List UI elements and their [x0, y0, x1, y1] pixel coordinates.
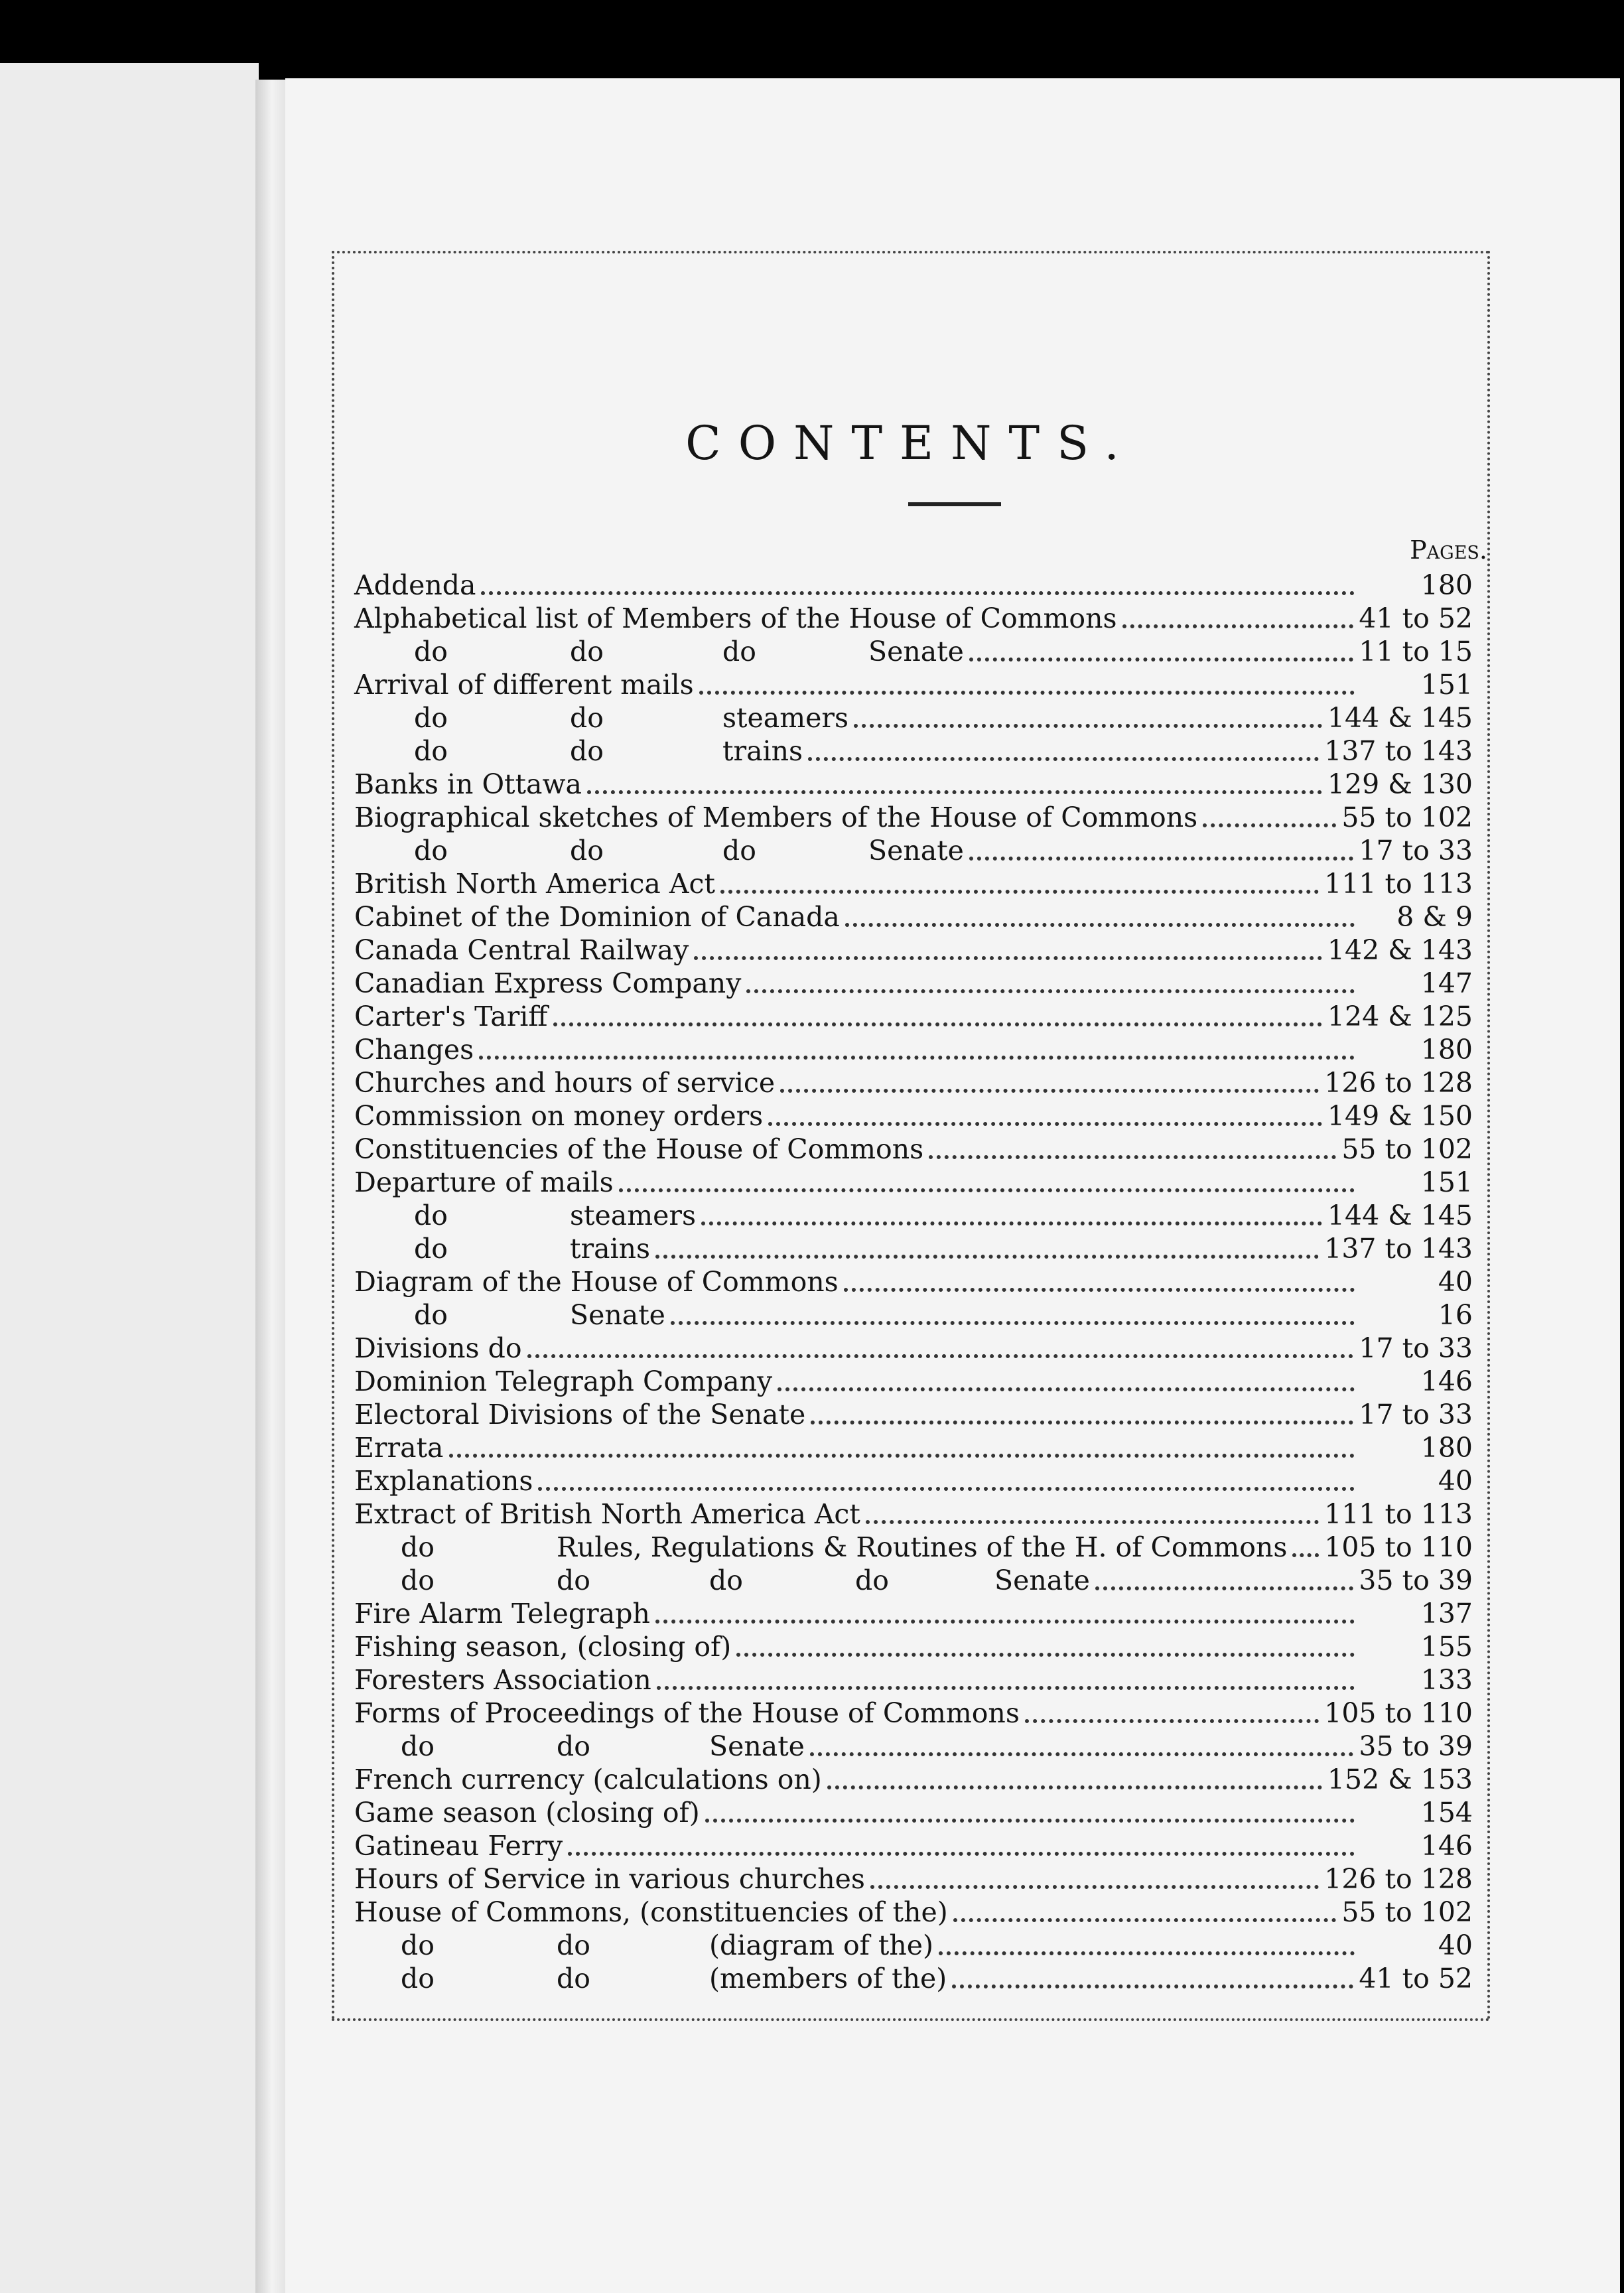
toc-entry [334, 934, 1487, 967]
dot-leader [953, 1918, 1337, 1922]
toc-entry-pages: 55 to 102 [1341, 1133, 1473, 1165]
dot-leader [705, 1819, 1355, 1823]
toc-entry [334, 1099, 1487, 1133]
ornamental-border-frame [332, 251, 1490, 2021]
dot-leader [568, 1852, 1355, 1856]
toc-entry [334, 602, 1487, 635]
toc-entry-title: Electoral Divisions of the Senate [354, 1399, 806, 1430]
dot-leader [671, 1321, 1355, 1325]
toc-entry [334, 834, 1487, 867]
dot-leader [655, 1620, 1355, 1624]
toc-entry-pages: 126 to 128 [1324, 1067, 1473, 1099]
toc-entry-pages: 147 [1420, 967, 1473, 999]
toc-entry [334, 1199, 1487, 1232]
toc-entry [334, 1796, 1487, 1829]
toc-entry-pages: 180 [1420, 1034, 1473, 1066]
dot-leader [969, 857, 1353, 861]
toc-entry [334, 768, 1487, 801]
dot-leader [538, 1487, 1355, 1491]
dot-leader [866, 1520, 1319, 1524]
toc-entry-pages: 16 [1438, 1299, 1473, 1331]
toc-entry-pages: 137 to 143 [1324, 1233, 1473, 1265]
contents-list [334, 569, 1487, 1995]
toc-entry-pages: 146 [1420, 1830, 1473, 1862]
toc-entry-pages: 144 & 145 [1327, 702, 1473, 734]
dot-leader [1122, 624, 1354, 628]
toc-entry-pages: 144 & 145 [1327, 1200, 1473, 1231]
toc-entry-title: Changes [354, 1034, 474, 1066]
dot-leader [481, 591, 1355, 595]
dot-leader [736, 1653, 1355, 1657]
contents-page [285, 78, 1620, 2293]
dot-leader [479, 1056, 1355, 1060]
toc-entry-title: Churches and hours of service [354, 1067, 776, 1099]
toc-entry-title: House of Commons, (constituencies of the) [354, 1896, 948, 1928]
toc-entry-title: Game season (closing of) [354, 1797, 700, 1829]
dot-leader [720, 890, 1319, 894]
left-page-edge [0, 63, 259, 2293]
toc-entry [334, 867, 1487, 900]
toc-entry-pages: 180 [1420, 569, 1473, 601]
toc-entry [334, 1630, 1487, 1663]
dot-leader [587, 790, 1322, 794]
toc-entry-pages: 8 & 9 [1396, 901, 1473, 933]
toc-entry [334, 1033, 1487, 1066]
toc-entry-pages: 151 [1420, 1166, 1473, 1198]
toc-entry-pages: 124 & 125 [1327, 1001, 1473, 1032]
toc-entry-title: Commission on money orders [354, 1100, 764, 1132]
toc-entry [334, 1066, 1487, 1099]
toc-entry-title: Departure of mails [354, 1166, 614, 1198]
toc-entry-title: do steamers [414, 1200, 697, 1231]
toc-entry [334, 1929, 1487, 1962]
toc-entry-title: Constituencies of the House of Commons [354, 1133, 924, 1165]
dot-leader [449, 1454, 1355, 1458]
toc-entry [334, 1663, 1487, 1697]
dot-leader [527, 1354, 1354, 1358]
dot-leader [1292, 1553, 1319, 1557]
toc-entry-title: Carter's Tariff [354, 1001, 548, 1032]
toc-entry-pages: 41 to 52 [1359, 1963, 1473, 1994]
toc-entry-title: Extract of British North America Act [354, 1498, 860, 1530]
dot-leader [701, 1221, 1322, 1225]
dot-leader [619, 1188, 1355, 1192]
toc-entry-title: Arrival of different mails [354, 669, 694, 701]
toc-entry-pages: 180 [1420, 1432, 1473, 1464]
toc-entry-pages: 133 [1420, 1664, 1473, 1696]
toc-entry-title: do Senate [414, 1299, 665, 1331]
toc-entry-pages: 129 & 130 [1327, 768, 1473, 800]
toc-entry-pages: 146 [1420, 1365, 1473, 1397]
toc-entry-title: Alphabetical list of Members of the House of Commons [354, 602, 1117, 634]
toc-entry-title: Biographical sketches of Members of the House of Commons [354, 801, 1198, 833]
dot-leader [845, 923, 1355, 927]
toc-entry-pages: 149 & 150 [1327, 1100, 1473, 1132]
toc-entry-pages: 41 to 52 [1359, 602, 1473, 634]
toc-entry-pages: 126 to 128 [1324, 1863, 1473, 1895]
pages-column-header: Pages. [1410, 535, 1487, 565]
toc-entry-title: Dominion Telegraph Company [354, 1365, 773, 1397]
toc-entry-pages: 17 to 33 [1359, 1332, 1473, 1364]
toc-entry-title: do do Senate [401, 1730, 805, 1762]
toc-entry [334, 1730, 1487, 1763]
toc-entry [334, 1829, 1487, 1862]
toc-entry-pages: 151 [1420, 669, 1473, 701]
toc-entry-pages: 11 to 15 [1359, 636, 1473, 667]
toc-entry [334, 900, 1487, 934]
dot-leader [808, 757, 1319, 761]
toc-entry-pages: 35 to 39 [1359, 1564, 1473, 1596]
toc-entry-pages: 55 to 102 [1341, 801, 1473, 833]
toc-entry [334, 967, 1487, 1000]
toc-entry-title: Canada Central Railway [354, 934, 689, 966]
toc-entry [334, 1133, 1487, 1166]
toc-entry [334, 569, 1487, 602]
dot-leader [939, 1951, 1355, 1955]
toc-entry [334, 1564, 1487, 1597]
toc-entry-title: do trains [414, 1233, 651, 1265]
dot-leader [655, 1255, 1319, 1259]
toc-entry-pages: 111 to 113 [1324, 868, 1473, 900]
toc-entry-title: do do (members of the) [401, 1963, 947, 1994]
toc-entry-title: Gatineau Ferry [354, 1830, 563, 1862]
dot-leader [811, 1421, 1353, 1424]
toc-entry-title: Hours of Service in various churches [354, 1863, 865, 1895]
dot-leader [1025, 1719, 1319, 1723]
toc-entry-pages: 137 [1420, 1598, 1473, 1630]
toc-entry [334, 1497, 1487, 1531]
toc-entry-title: Errata [354, 1432, 444, 1464]
toc-entry [334, 1464, 1487, 1497]
dot-leader [870, 1885, 1319, 1889]
toc-entry [334, 1166, 1487, 1199]
toc-entry [334, 1365, 1487, 1398]
toc-entry-title: Explanations [354, 1465, 533, 1497]
toc-entry-pages: 40 [1438, 1465, 1473, 1497]
toc-entry [334, 1298, 1487, 1332]
toc-entry [334, 1862, 1487, 1896]
dot-leader [854, 724, 1322, 728]
dot-leader [827, 1785, 1322, 1789]
page-title: CONTENTS. [685, 416, 1136, 470]
dot-leader [1095, 1586, 1353, 1590]
dot-leader [810, 1752, 1353, 1756]
toc-entry [334, 1597, 1487, 1630]
toc-entry [334, 1962, 1487, 1995]
toc-entry-title: Foresters Association [354, 1664, 651, 1696]
toc-entry-pages: 40 [1438, 1266, 1473, 1298]
toc-entry-pages: 55 to 102 [1341, 1896, 1473, 1928]
toc-entry-pages: 155 [1420, 1631, 1473, 1663]
toc-entry-title: do do do do Senate [401, 1564, 1090, 1596]
toc-entry-pages: 105 to 110 [1324, 1697, 1473, 1729]
toc-entry-title: Fire Alarm Telegraph [354, 1598, 650, 1630]
toc-entry-title: Canadian Express Company [354, 967, 742, 999]
toc-entry-pages: 105 to 110 [1324, 1531, 1473, 1563]
dot-leader [780, 1089, 1319, 1093]
toc-entry-title: do Rules, Regulations & Routines of the H. of Commons [401, 1531, 1288, 1563]
toc-entry [334, 1332, 1487, 1365]
toc-entry [334, 1265, 1487, 1298]
dot-leader [969, 658, 1353, 661]
dot-leader [694, 956, 1322, 960]
dot-leader [768, 1122, 1322, 1126]
toc-entry-title: do do steamers [414, 702, 849, 734]
dot-leader [657, 1686, 1355, 1690]
toc-entry [334, 1000, 1487, 1033]
dot-leader [952, 1984, 1353, 1988]
title-underline-rule [908, 502, 1001, 506]
dot-leader [553, 1022, 1322, 1026]
toc-entry-title: French currency (calculations on) [354, 1764, 822, 1795]
toc-entry [334, 1398, 1487, 1431]
toc-entry-pages: 152 & 153 [1327, 1764, 1473, 1795]
toc-entry-pages: 35 to 39 [1359, 1730, 1473, 1762]
toc-entry [334, 701, 1487, 734]
toc-entry-title: Diagram of the House of Commons [354, 1266, 839, 1298]
dot-leader [1203, 823, 1336, 827]
toc-entry-pages: 154 [1420, 1797, 1473, 1829]
toc-entry [334, 635, 1487, 668]
toc-entry-title: Fishing season, (closing of) [354, 1631, 732, 1663]
toc-entry-title: do do do Senate [414, 636, 964, 667]
toc-entry-title: Banks in Ottawa [354, 768, 582, 800]
toc-entry [334, 668, 1487, 701]
toc-entry-pages: 17 to 33 [1359, 1399, 1473, 1430]
toc-entry-title: do do (diagram of the) [401, 1929, 934, 1961]
dot-leader [844, 1288, 1355, 1292]
toc-entry [334, 1431, 1487, 1464]
toc-entry-title: do do do Senate [414, 835, 964, 867]
toc-entry-pages: 142 & 143 [1327, 934, 1473, 966]
toc-entry [334, 1232, 1487, 1265]
toc-entry-title: do do trains [414, 735, 803, 767]
toc-entry [334, 1763, 1487, 1796]
dot-leader [929, 1155, 1336, 1159]
toc-entry-title: Divisions do [354, 1332, 522, 1364]
dot-leader [699, 691, 1355, 695]
toc-entry-title: Cabinet of the Dominion of Canada [354, 901, 840, 933]
dot-leader [746, 989, 1355, 993]
toc-entry [334, 1896, 1487, 1929]
toc-entry-title: British North America Act [354, 868, 715, 900]
toc-entry-title: Addenda [354, 569, 476, 601]
toc-entry-pages: 111 to 113 [1324, 1498, 1473, 1530]
toc-entry [334, 1697, 1487, 1730]
toc-entry-title: Forms of Proceedings of the House of Commons [354, 1697, 1020, 1729]
toc-entry [334, 734, 1487, 768]
toc-entry-pages: 17 to 33 [1359, 835, 1473, 867]
toc-entry [334, 801, 1487, 834]
toc-entry [334, 1531, 1487, 1564]
toc-entry-pages: 40 [1438, 1929, 1473, 1961]
dot-leader [778, 1387, 1355, 1391]
toc-entry-pages: 137 to 143 [1324, 735, 1473, 767]
